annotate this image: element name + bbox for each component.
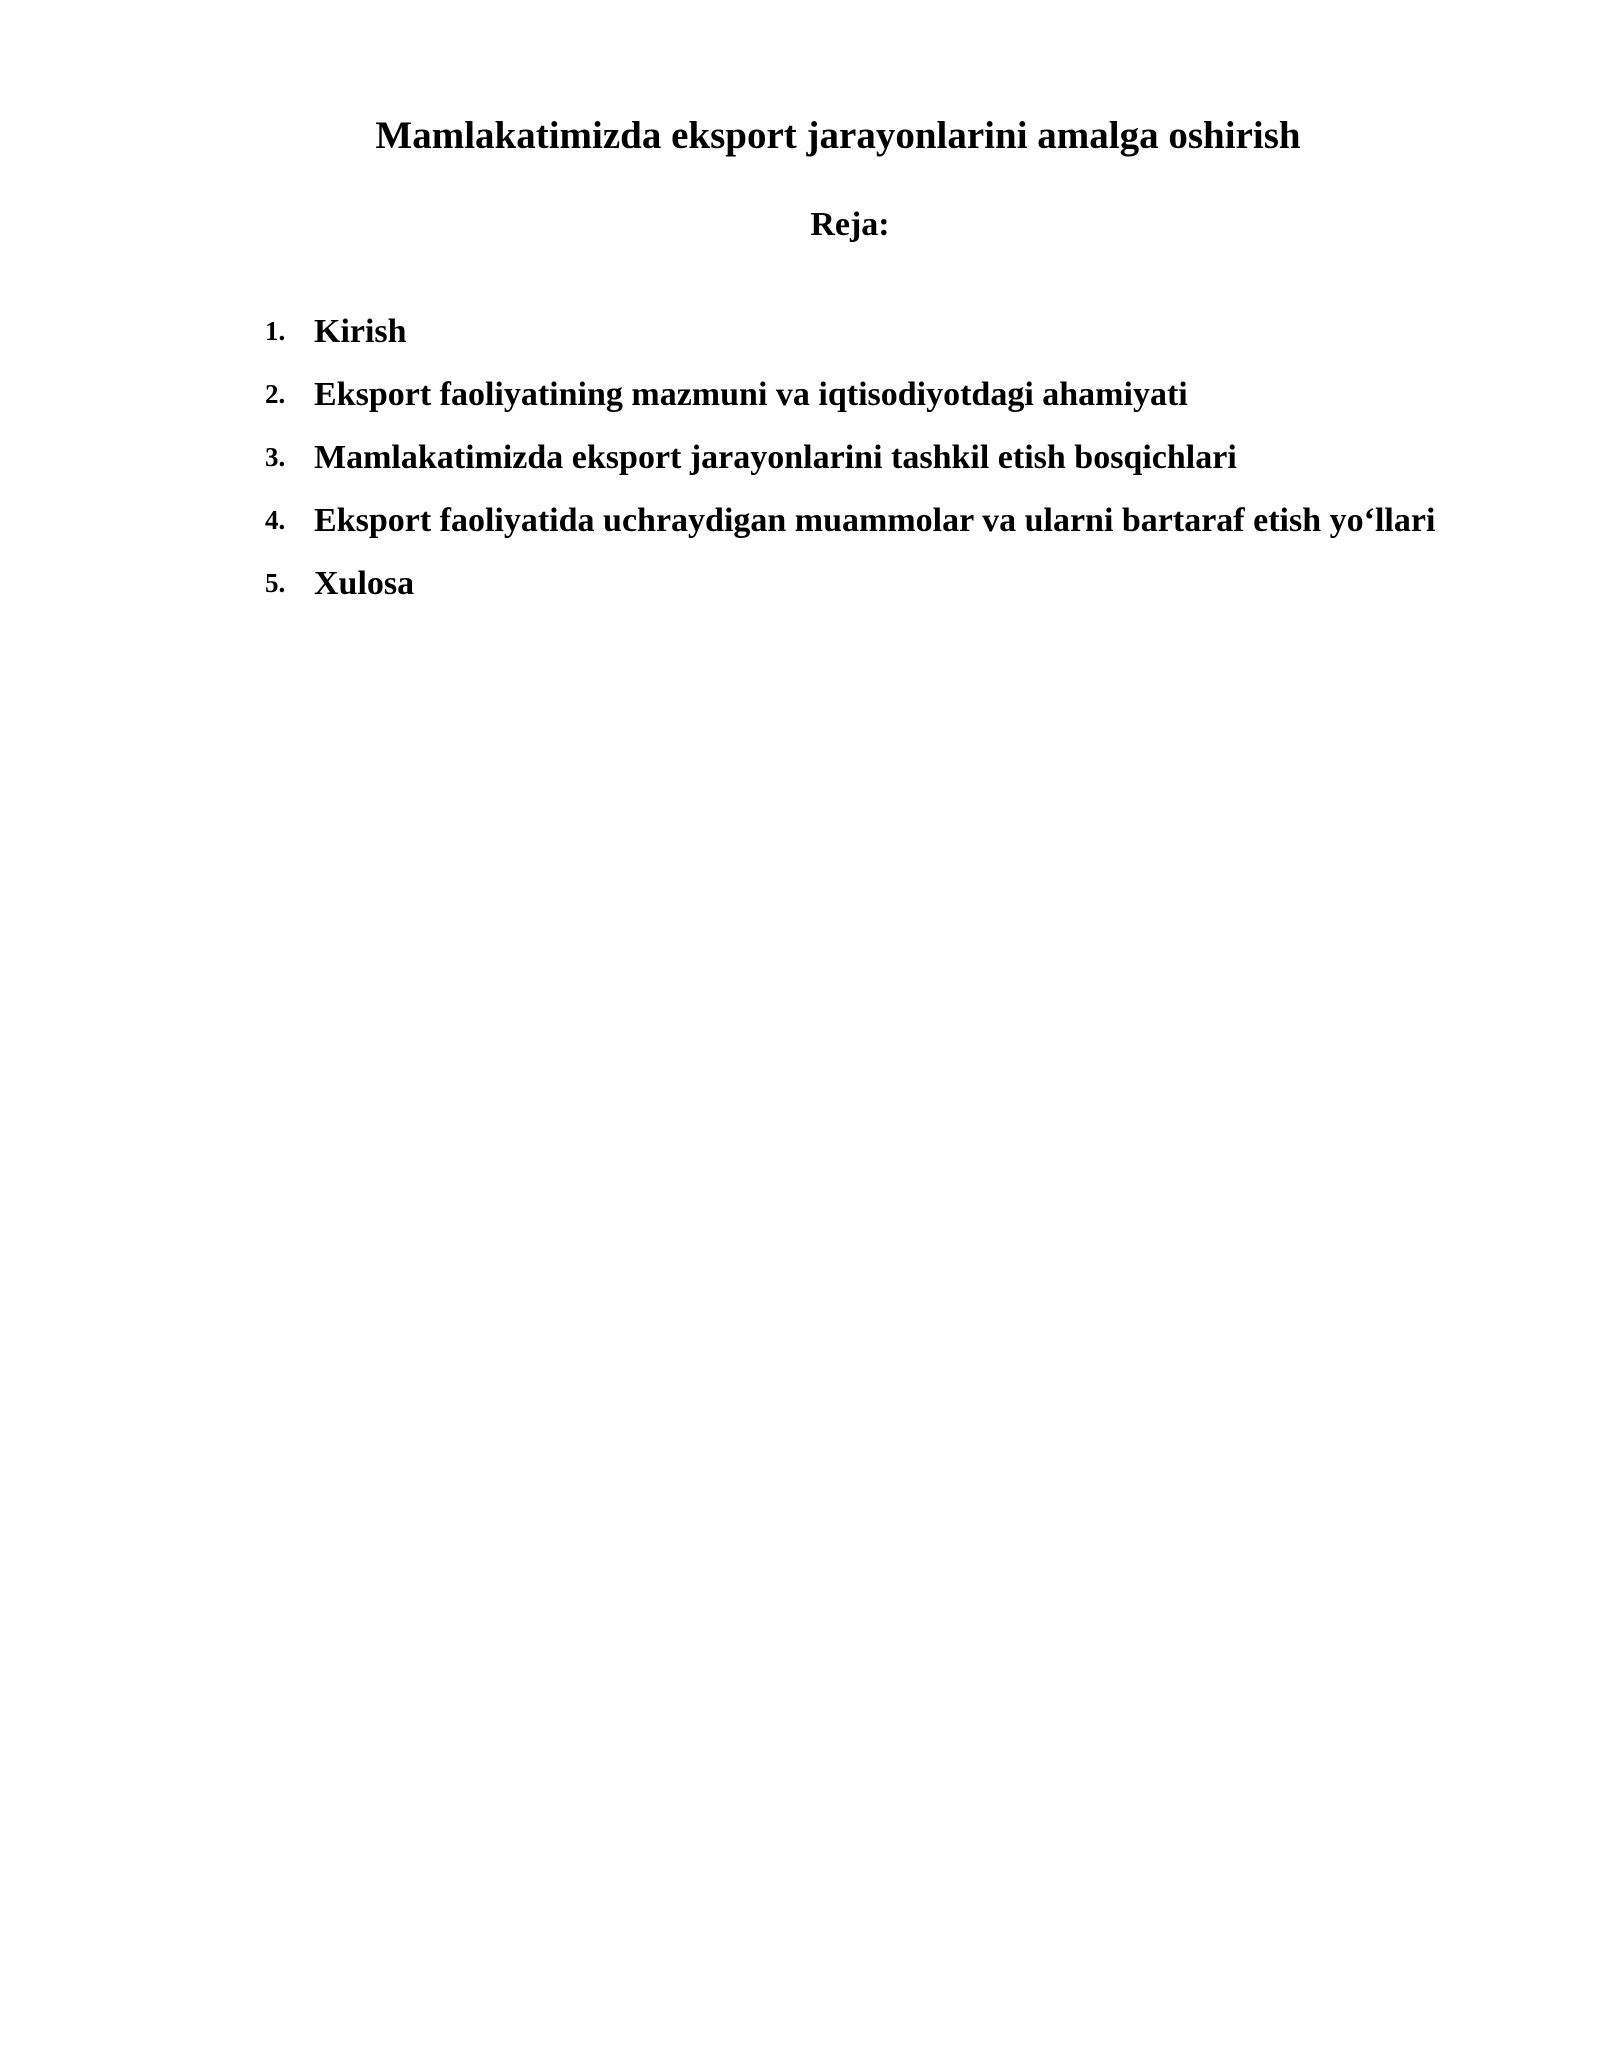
- plan-item-text: Mamlakatimizda eksport jarayonlarini tashkil etish bosqichlari: [314, 439, 1237, 476]
- plan-item-text: Xulosa: [314, 565, 415, 602]
- plan-item-text: Eksport faoliyatida uchraydigan muammolar va ularni bartaraf etish yo‘llari: [314, 502, 1436, 539]
- plan-item-number: 2.: [265, 379, 286, 409]
- plan-list: [265, 300, 1485, 615]
- plan-heading: Reja:: [810, 206, 890, 243]
- plan-item-number: 1.: [265, 316, 286, 346]
- plan-item-number: 3.: [265, 442, 286, 472]
- plan-item-number: 5.: [265, 568, 286, 598]
- plan-item-1: [265, 300, 1485, 363]
- plan-item-text: Kirish: [314, 313, 407, 350]
- plan-item-text: Eksport faoliyatining mazmuni va iqtisodiyotdagi ahamiyati: [314, 376, 1188, 413]
- plan-item-3: [265, 426, 1485, 489]
- plan-item-number: 4.: [265, 505, 286, 535]
- plan-item-4: [265, 489, 1485, 552]
- plan-item-2: [265, 363, 1485, 426]
- document-title: Mamlakatimizda eksport jarayonlarini amalga oshirish: [375, 114, 1301, 157]
- plan-item-5: [265, 552, 1485, 615]
